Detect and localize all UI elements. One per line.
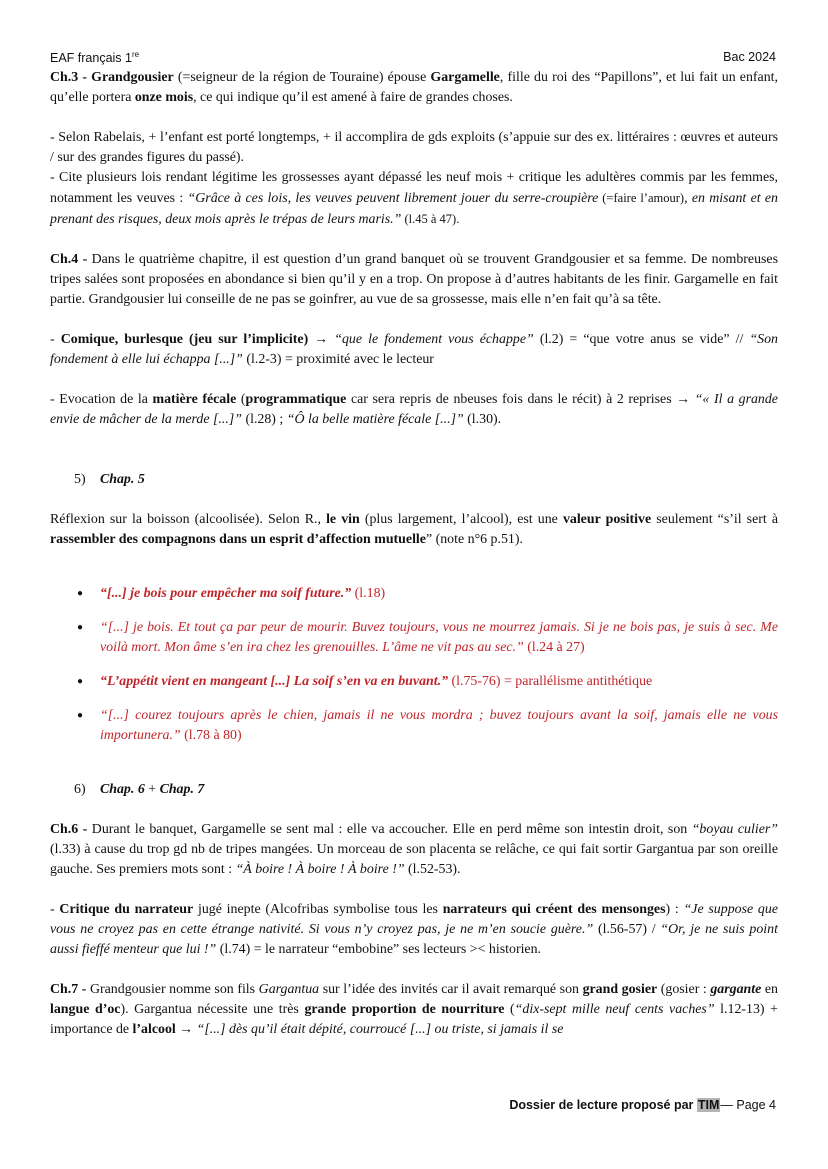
section-5-intro: Réflexion sur la boisson (alcoolisée). Selon R., le vin (plus largement, l’alcool), est une valeur positive seulement “s’il sert à rassembler des compagnons dans un esprit d’affection mutuelle” (note n°6 p.51). bbox=[50, 512, 779, 547]
section-5-heading: 5) Chap. 5 bbox=[74, 472, 145, 487]
list-item: ● “L’appétit vient en mangeant [...] La soif s’en va en buvant.” (l.75-76) = parallélisme antithétique bbox=[50, 672, 778, 692]
section-6-heading: 6) Chap. 6 + Chap. 7 bbox=[74, 782, 205, 797]
ch3-point-rabelais: - Selon Rabelais, + l’enfant est porté longtemps, + il accomplira de gds exploits (s’appuie sur des ex. littéraires : œuvres et auteurs / sur des grandes figures du passé). bbox=[50, 130, 778, 165]
ch3-point-laws: - Cite plusieurs lois rendant légitime les grossesses ayant dépassé les neuf mois + critique les adultères commis par les femmes, notamment les veuves : “Grâce à ces lois, les veuves peuvent librement jouer du serre-croupière (=faire l’amour), en misant et en prenant des risques, deux mois après le trépas de leurs maris.” (l.45 à 47). bbox=[50, 170, 778, 227]
ch3-summary: Ch.3 - Grandgousier (=seigneur de la région de Touraine) épouse Gargamelle, fille du roi des “Papillons”, et lui fait un enfant, qu’elle portera onze mois, ce qui indique qu’il est amené à faire de grandes choses. bbox=[50, 70, 778, 105]
list-item: ● “[...] je bois pour empêcher ma soif future.” (l.18) bbox=[50, 584, 778, 604]
page-footer: Dossier de lecture proposé par TIM— Page 4 bbox=[509, 1098, 776, 1112]
ch6-summary: Ch.6 - Durant le banquet, Gargamelle se sent mal : elle va accoucher. Elle en perd même son intestin droit, son “boyau culier” (l.33) à cause du trop gd nb de tripes mangées. Un morceau de son placenta se relâche, ce qui fait sortir Gargantua par son oreille gauche. Ses premiers mots sont : “À boire ! À boire ! À boire !” (l.52-53). bbox=[50, 822, 778, 877]
ch4-comic: - Comique, burlesque (jeu sur l’implicite) → “que le fondement vous échappe” (l.2) = “que votre anus se vide” // “Son fondement à elle lui échappa [...]” (l.2-3) = proximité avec le lecteur bbox=[50, 332, 778, 367]
header-superscript: re bbox=[131, 50, 140, 59]
list-item: ● “[...] courez toujours après le chien, jamais il ne vous mordra ; buvez toujours avant la soif, jamais elle ne vous importunera.” (l.78 à 80) bbox=[50, 706, 778, 746]
author-highlight: TIM bbox=[697, 1098, 720, 1112]
ch4-summary: Ch.4 - Dans le quatrième chapitre, il est question d’un grand banquet où se trouvent Grandgousier et sa femme. De nombreuses tripes salées sont proposées en abondance si bien qu’il y en a trop. On propose à d’autres habitants de les finir. Gargamelle en fait partie. Grandgousier lui conseille de ne pas se goinfrer, au vue de sa grossesse, mais elle n’en fait qu’à sa tête. bbox=[50, 252, 778, 307]
section-5-quotes bbox=[50, 584, 778, 746]
header-exam-year: Bac 2024 bbox=[723, 50, 776, 64]
header-course: EAF français 1re bbox=[50, 50, 140, 66]
ch7-summary: Ch.7 - Grandgousier nomme son fils Gargantua sur l’idée des invités car il avait remarqué son grand gosier (gosier : gargante en langue d’oc). Gargantua nécessite une très grande proportion de nourriture (“dix-sept mille neuf cents vaches” l.12-13) + importance de l’alcool → “[...] dès qu’il était dépité, courroucé [...] ou triste, si jamais il se bbox=[50, 982, 778, 1037]
ch4-fecal: - Evocation de la matière fécale (programmatique car sera repris de nbeuses fois dans le récit) à 2 reprises → “« Il a grande envie de mâcher de la merde [...]” (l.28) ; “Ô la belle matière fécale [...]” (l.30). bbox=[50, 392, 778, 427]
main-content bbox=[50, 68, 778, 1040]
ch6-narrator-critique: - Critique du narrateur jugé inepte (Alcofribas symbolise tous les narrateurs qui créent des mensonges) : “Je suppose que vous ne croyez pas en cette étrange nativité. Si vous n’y croyez pas, je ne m’en soucie guère.” (l.56-57) / “Or, je ne suis point aussi fieffé menteur que lui !” (l.74) = le narrateur “embobine” ses lecteurs >< historien. bbox=[50, 902, 778, 957]
list-item: ● “[...] je bois. Et tout ça par peur de mourir. Buvez toujours, vous ne mourrez jamais. Si je ne bois pas, je suis à sec. Me voilà mort. Mon âme s’en ira chez les grenouilles. L’âme ne vit pas au sec.” (l.24 à 27) bbox=[50, 618, 778, 658]
